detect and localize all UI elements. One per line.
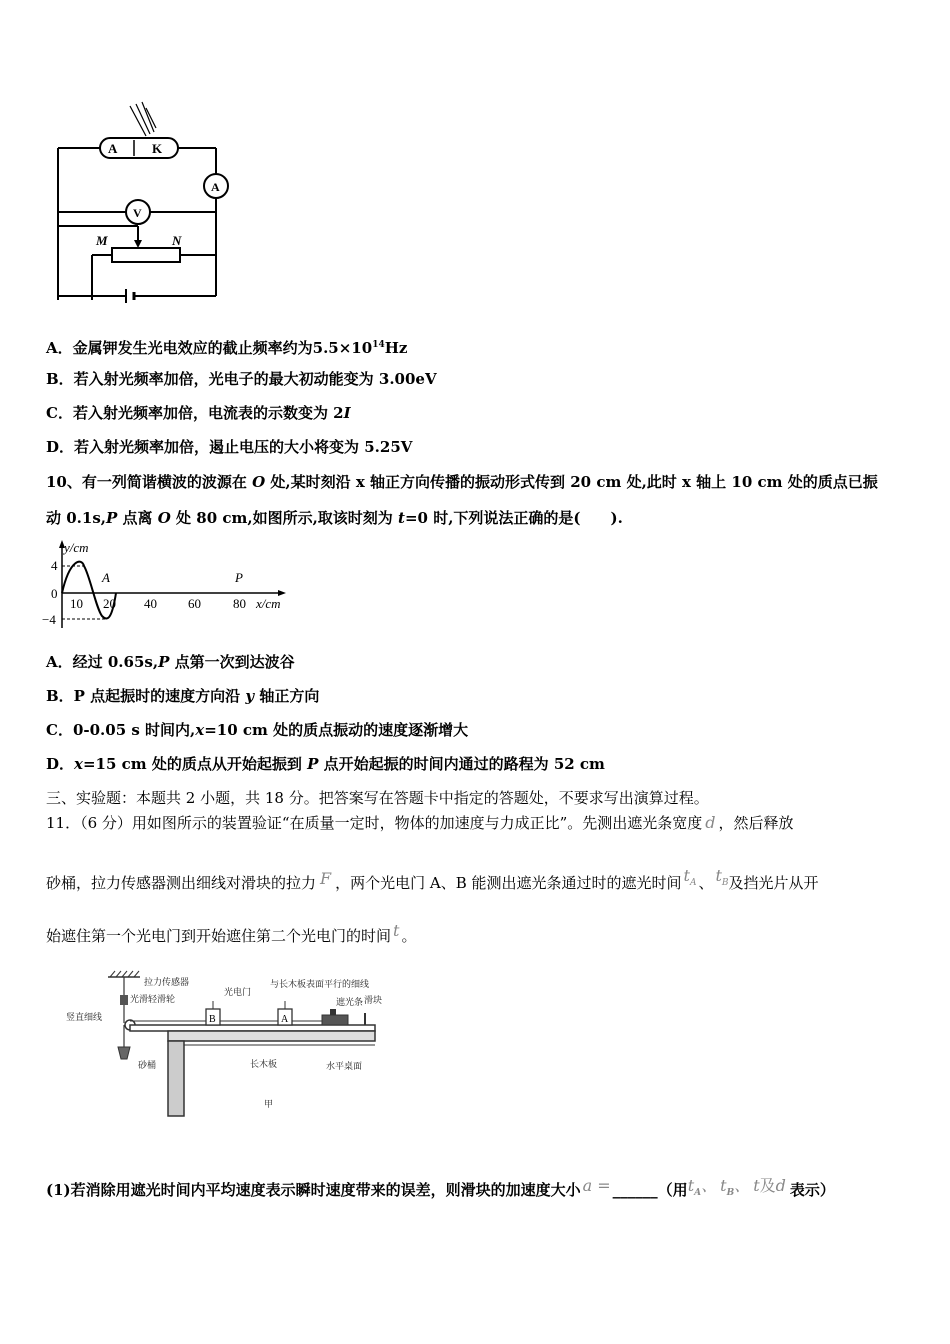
q10-option-a: A．经过 0.65s,P 点第一次到达波谷: [46, 653, 295, 671]
wave-x-tick-60: 60: [188, 596, 201, 611]
rheostat-label-n: N: [172, 233, 182, 248]
q10-stem-line2: 动 0.1s,P 点离 O 处 80 cm,如图所示,取该时刻为 t=0 时,下列说法正确的是( ).: [46, 509, 623, 527]
q11-part1: (1)若消除用遮光时间内平均速度表示瞬时速度带来的误差，则滑块的加速度大小 a = ______（用tA、 tB、 t及d 表示）: [46, 1176, 835, 1199]
label-bucket: 砂桶: [138, 1060, 157, 1070]
q9-option-b: B．若入射光频率加倍，光电子的最大初动能变为 3.00eV: [46, 370, 437, 388]
wave-y-tick-4: 4: [51, 558, 58, 573]
label-sensor: 拉力传感器: [144, 977, 190, 987]
wave-y-tick-0: 0: [51, 586, 58, 601]
wave-x-tick-10: 10: [70, 596, 83, 611]
wave-diagram: [40, 536, 290, 631]
q11-stem-line1: 11．（6 分）用如图所示的装置验证“在质量一定时，物体的加速度与力成正比”。先测出遮光条宽度 d ，然后释放: [46, 813, 794, 832]
rheostat: [112, 248, 180, 262]
table-top: [168, 1031, 375, 1041]
sand-bucket: [118, 1047, 130, 1059]
wave-point-p: P: [235, 570, 243, 585]
q10-option-b: B．P 点起振时的速度方向沿 y 轴正方向: [46, 687, 320, 705]
q11-stem-line2: 砂桶，拉力传感器测出细线对滑块的拉力 F ，两个光电门 A、B 能测出遮光条通过时的遮光时间 $t^A$ 、 $t^B$及挡光片从开: [46, 866, 819, 892]
wave-y-tick-neg4: −4: [42, 612, 56, 627]
q10-option-d: D．x=15 cm 处的质点从开始起振到 P 点开始起振的时间内通过的路程为 52 cm: [46, 755, 605, 773]
q9-option-a: A．金属钾发生光电效应的截止频率约为$5.5\times 10^{14}Hz$: [46, 339, 408, 357]
rheostat-label-m: M: [96, 233, 108, 248]
answer-blank[interactable]: ______: [612, 1181, 658, 1199]
label-caption: 甲: [264, 1099, 274, 1109]
label-shade: 遮光条: [336, 997, 364, 1007]
label-board: 长木板: [250, 1059, 278, 1069]
long-board: [130, 1025, 375, 1031]
voltmeter-label: V: [133, 206, 142, 220]
circuit-diagram: [50, 100, 240, 305]
shade-strip: [330, 1009, 336, 1015]
table-leg: [168, 1041, 184, 1116]
q10-option-c: C．0-0.05 s 时间内,x=10 cm 处的质点振动的速度逐渐增大: [46, 721, 469, 739]
q9-option-c: C．若入射光频率加倍，电流表的示数变为 2I: [46, 404, 351, 422]
wave-x-tick-40: 40: [144, 596, 157, 611]
force-sensor: [120, 995, 128, 1005]
slider: [322, 1015, 348, 1025]
wave-point-a: A: [102, 570, 110, 585]
wave-x-tick-20: 20: [103, 596, 116, 611]
wave-x-tick-80: 80: [233, 596, 246, 611]
label-table: 水平桌面: [326, 1061, 363, 1071]
label-gate-a: A: [281, 1014, 289, 1025]
label-gate: 光电门: [224, 987, 252, 997]
tube-label-k: K: [152, 141, 163, 156]
q10-stem-line1: 10、有一列简谐横波的波源在 O 处,某时刻沿 x 轴正方向传播的振动形式传到 20 cm 处,此时 x 轴上 10 cm 处的质点已振: [46, 473, 878, 491]
apparatus-diagram: [60, 965, 390, 1120]
label-vline: 竖直细线: [66, 1012, 103, 1022]
wave-xlabel: x/cm: [256, 596, 281, 611]
label-pulley: 光滑轻滑轮: [130, 994, 176, 1004]
q11-stem-line3: 始遮住第一个光电门到开始遮住第二个光电门的时间 t 。: [46, 921, 417, 945]
label-gate-b: B: [209, 1014, 216, 1025]
label-slider: 滑块: [364, 995, 383, 1005]
wave-ylabel: y/cm: [64, 540, 89, 555]
tube-label-a: A: [108, 141, 118, 156]
q9-option-d: D．若入射光频率加倍，遏止电压的大小将变为 5.25V: [46, 438, 413, 456]
section3-heading: 三、实验题：本题共 2 小题，共 18 分。把答案写在答题卡中指定的答题处，不要求写出演算过程。: [46, 789, 709, 807]
label-parallel-line: 与长木板表面平行的细线: [270, 979, 370, 989]
ammeter-label: A: [211, 180, 220, 194]
